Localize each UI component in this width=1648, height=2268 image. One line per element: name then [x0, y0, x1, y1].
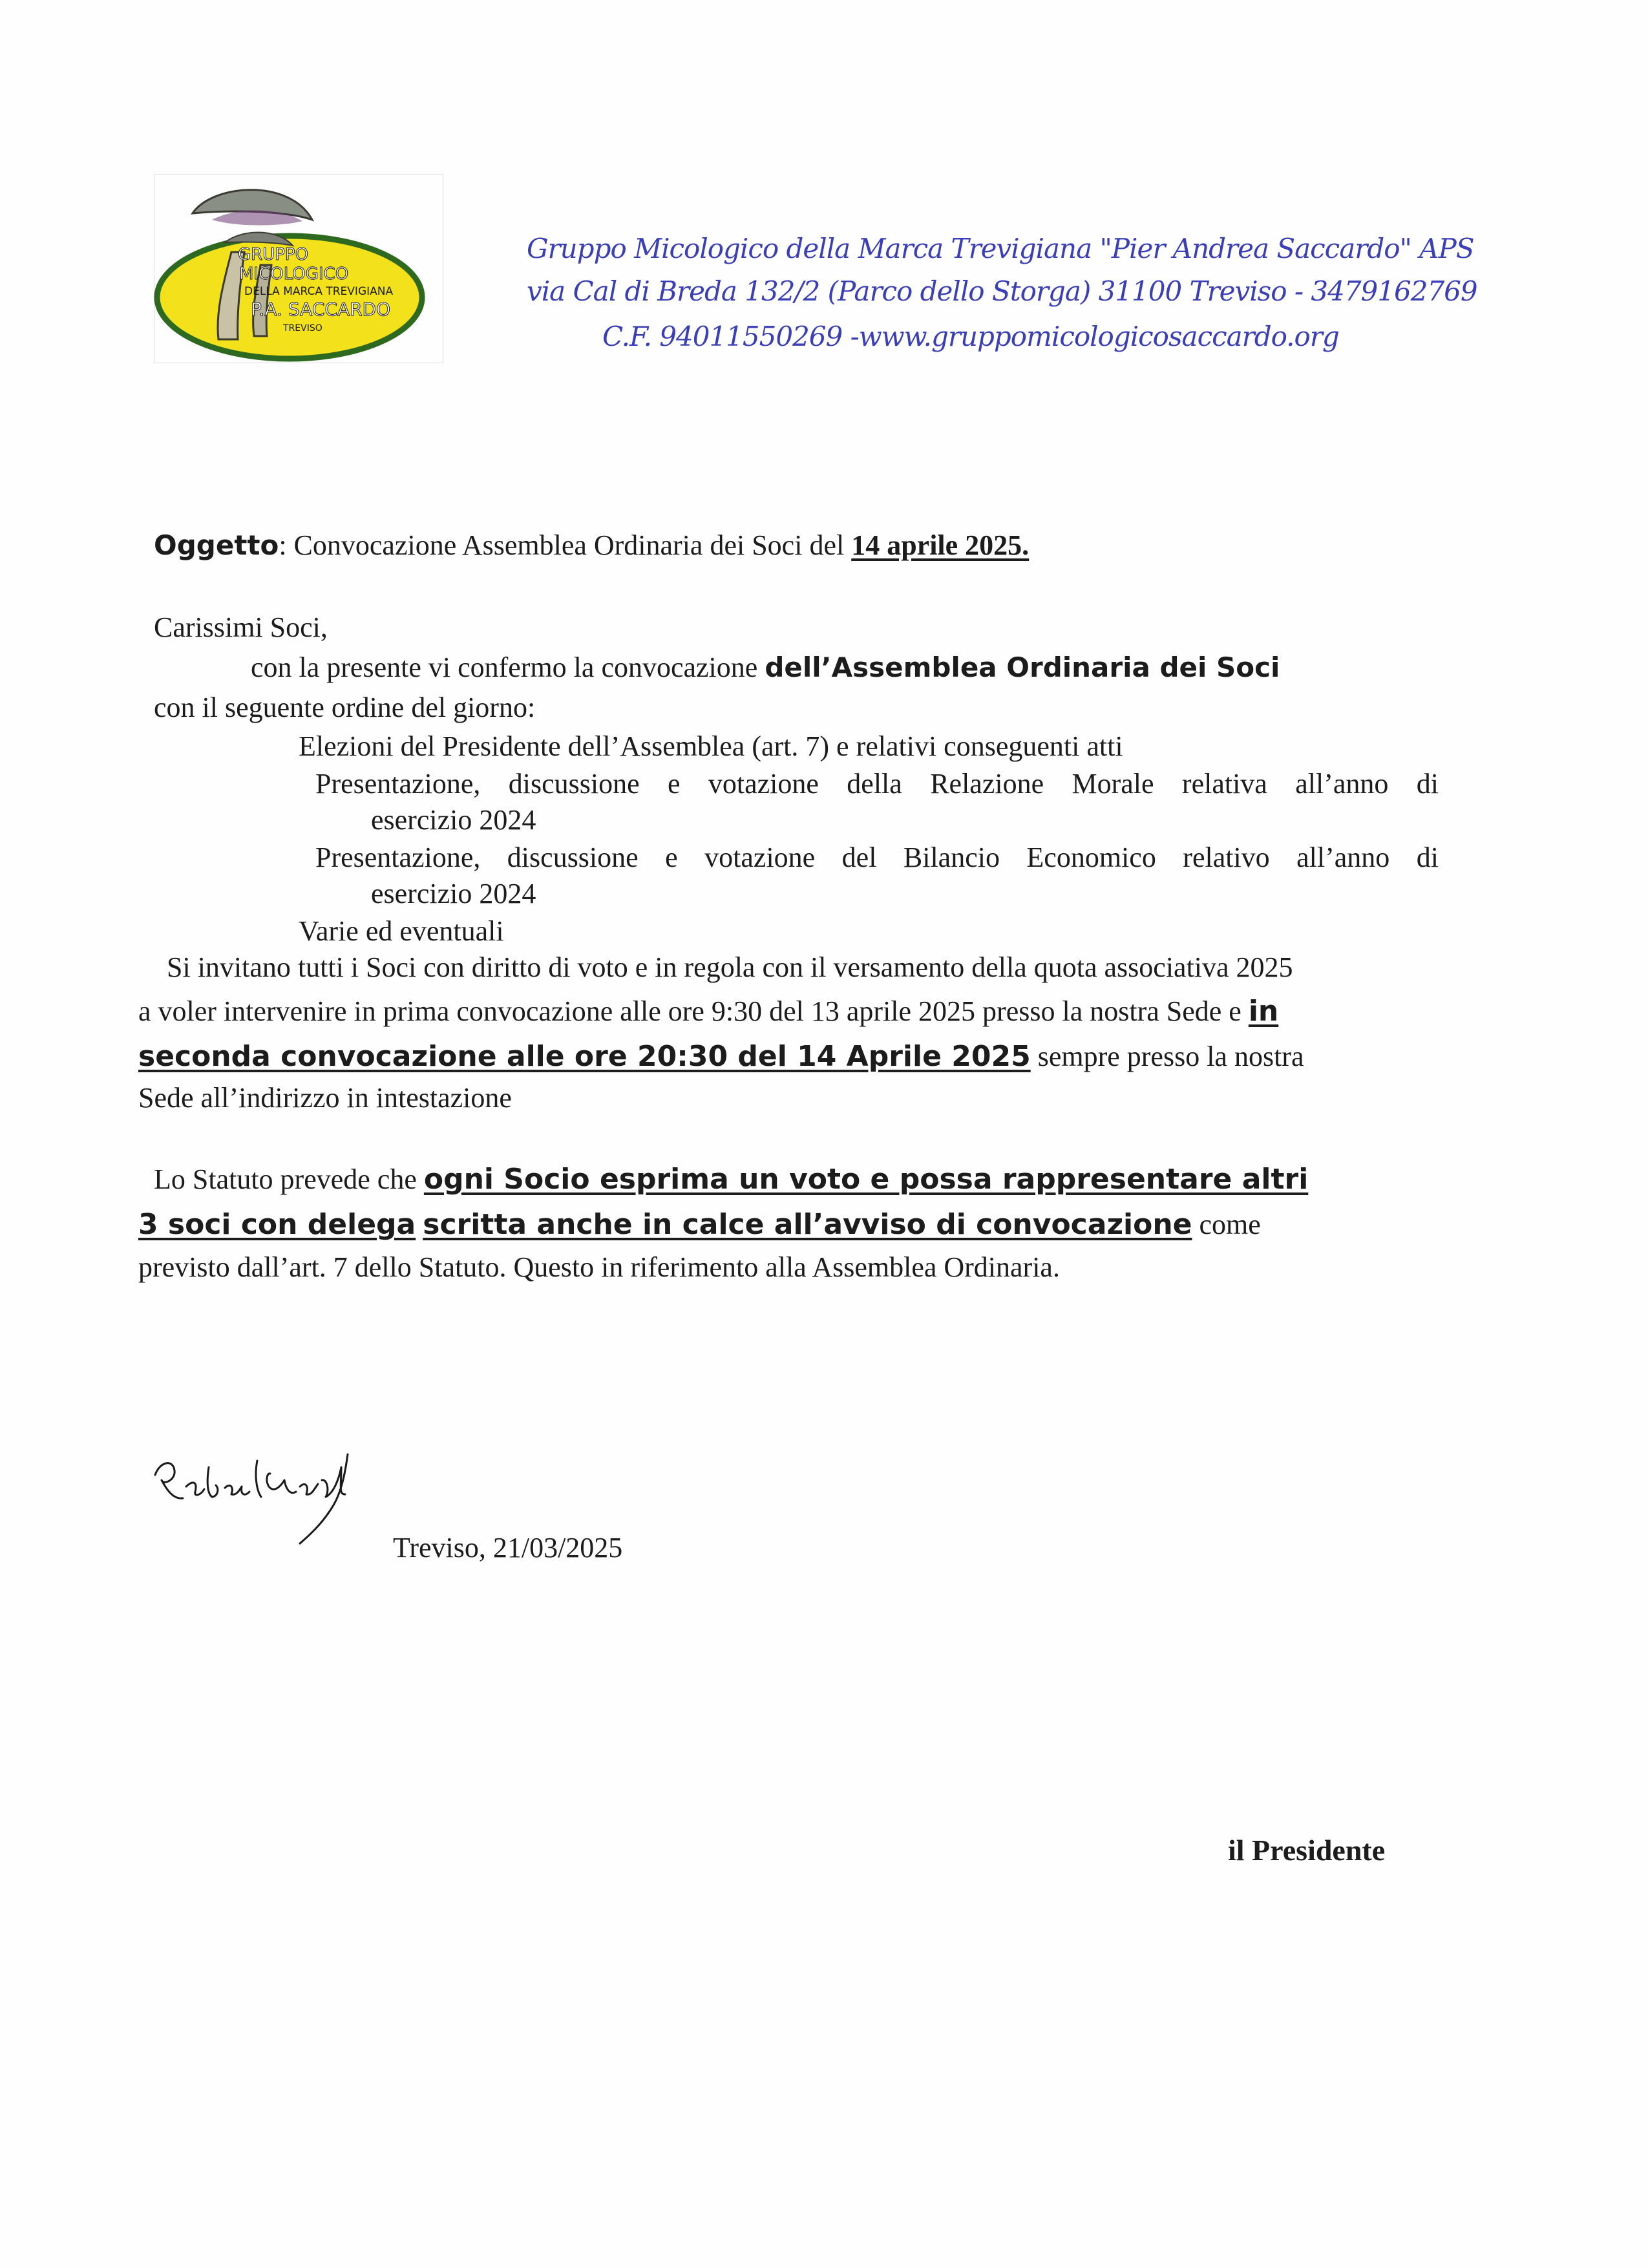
agenda-item-2: Presentazione, discussione e votazione della Relazione Morale relativa all’anno di [315, 768, 1439, 800]
org-address: via Cal di Breda 132/2 (Parco dello Storga) 31100 Treviso - 3479162769 [527, 275, 1477, 307]
statute-bold-3: scritta anche in calce all’avviso di convocazione [423, 1208, 1192, 1241]
invite-line-1: Si invitano tutti i Soci con diritto di voto e in regola con il versamento della quota associativa 2025 [167, 951, 1293, 983]
agenda-item-3-cont: esercizio 2024 [371, 878, 536, 909]
logo-text-5: TREVISO [283, 323, 322, 334]
logo-text-4: P.A. SACCARDO [251, 299, 391, 320]
intro-text: con la presente vi confermo la convocazione [251, 652, 765, 683]
invite-line-3-text: sempre presso la nostra [1030, 1041, 1304, 1072]
invite-line-2-text: a voler intervenire in prima convocazione alle ore 9:30 del 13 aprile 2025 presso la nostra Sede e [138, 995, 1249, 1027]
subject-label: Oggetto [154, 529, 279, 561]
statute-bold-2: 3 soci con delega [138, 1208, 416, 1241]
agenda-item-2-cont: esercizio 2024 [371, 804, 536, 836]
org-fiscal-web: C.F. 94011550269 -www.gruppomicologicosaccardo.org [602, 321, 1339, 352]
statute-space [416, 1209, 423, 1240]
subject-text: : Convocazione Assemblea Ordinaria dei Soci del [279, 529, 852, 561]
second-convocation: seconda convocazione alle ore 20:30 del 14 Aprile 2025 [138, 1040, 1031, 1073]
invite-line-2 [138, 993, 1278, 1030]
invite-line-4: Sede all’indirizzo in intestazione [138, 1082, 512, 1114]
statute-text-2: come [1192, 1209, 1261, 1240]
intro-line [251, 649, 1280, 686]
intro-line-2: con il seguente ordine del giorno: [154, 692, 536, 723]
statute-line-3: previsto dall’art. 7 dello Statuto. Questo in riferimento alla Assemblea Ordinaria. [138, 1251, 1060, 1283]
logo-text-3: DELLA MARCA TREVIGIANA [244, 285, 394, 298]
logo-text-1: GRUPPO [238, 245, 309, 264]
agenda-item-1: Elezioni del Presidente dell’Assemblea (art. 7) e relativi conseguenti atti [299, 730, 1123, 762]
statute-line-1 [154, 1161, 1308, 1198]
place-date: Treviso, 21/03/2025 [393, 1532, 623, 1563]
association-logo [154, 175, 442, 362]
agenda-item-3: Presentazione, discussione e votazione del Bilancio Economico relativo all’anno di [315, 842, 1439, 873]
handwritten-signature [147, 1435, 406, 1551]
closing-title: il Presidente [1228, 1834, 1386, 1867]
subject-line [154, 527, 1029, 564]
subject-date: 14 aprile 2025. [851, 529, 1030, 561]
statute-bold-1: ogni Socio esprima un voto e possa rappresentare altri [423, 1163, 1309, 1196]
greeting: Carissimi Soci, [154, 611, 328, 643]
invite-in: in [1248, 995, 1279, 1028]
logo-text-2: MICOLOGICO [239, 264, 349, 284]
invite-line-3 [138, 1038, 1304, 1076]
statute-line-2 [138, 1206, 1261, 1244]
org-name: Gruppo Micologico della Marca Trevigiana "Pier Andrea Saccardo" APS [527, 233, 1474, 264]
agenda-item-4: Varie ed eventuali [299, 915, 504, 947]
statute-text-1: Lo Statuto prevede che [154, 1163, 424, 1195]
intro-bold: dell’Assemblea Ordinaria dei Soci [765, 652, 1280, 683]
